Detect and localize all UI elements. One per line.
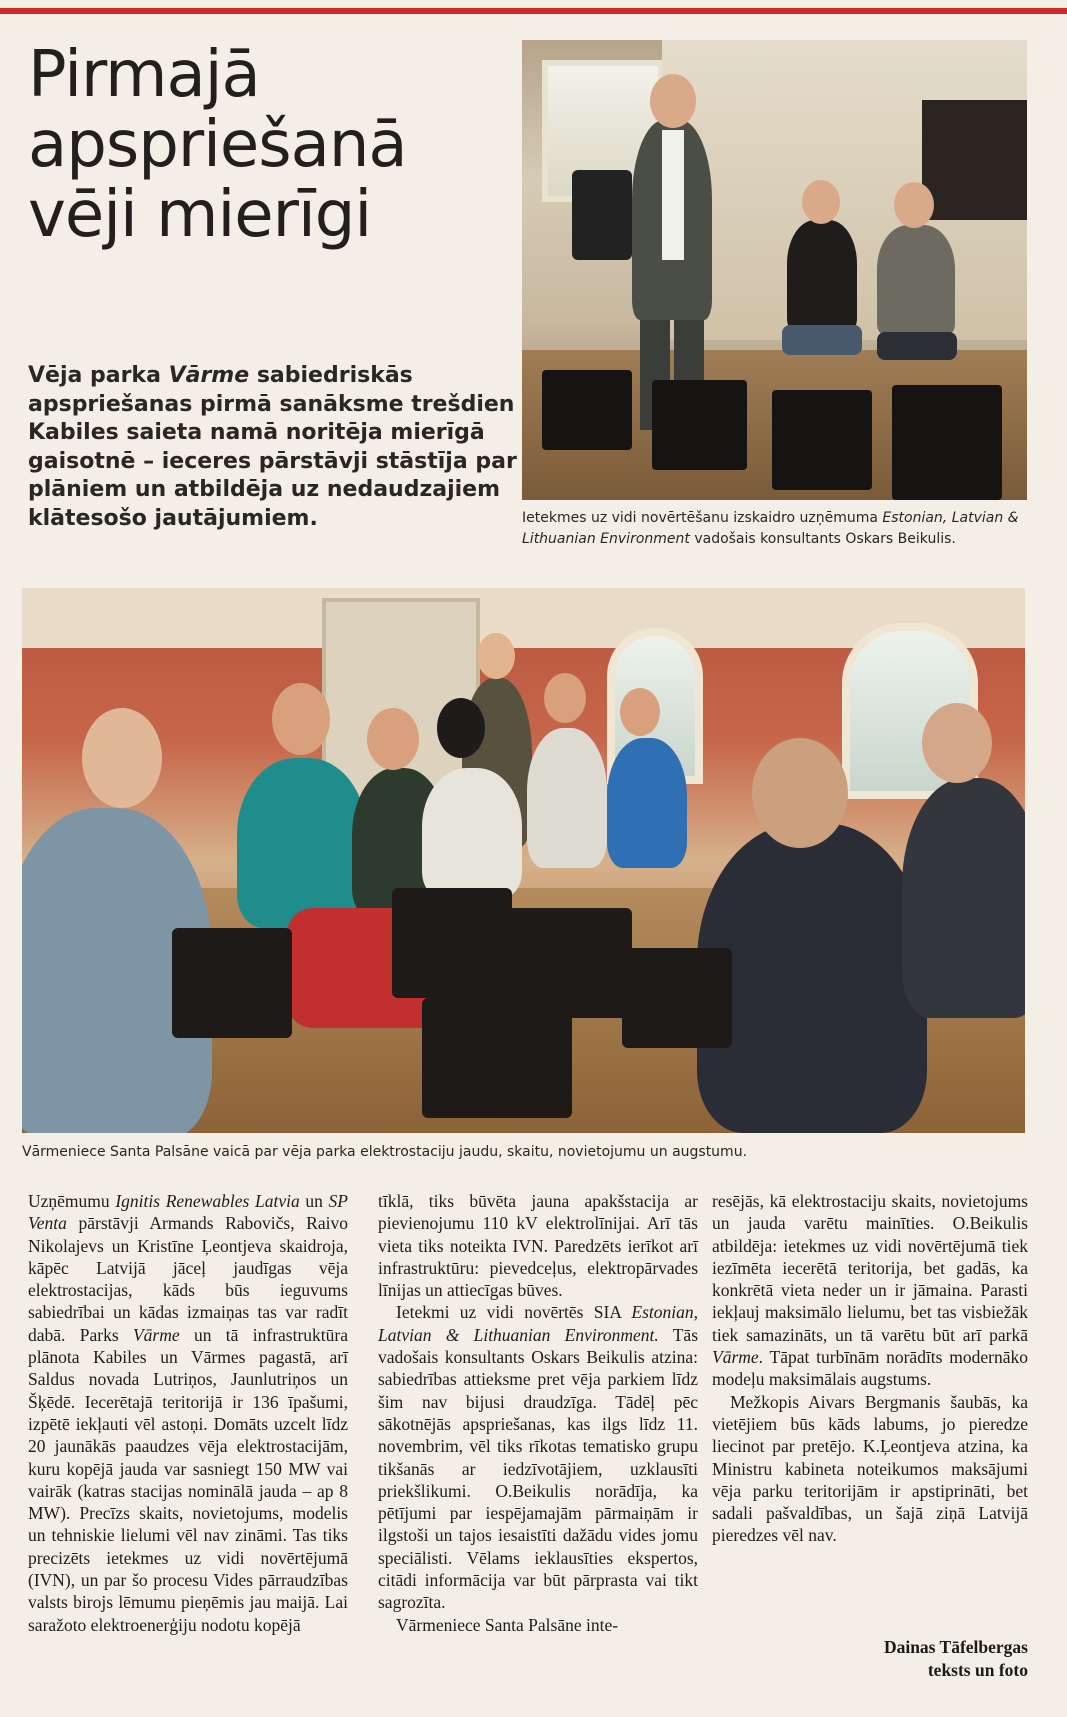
headline-line-3: vēji mierīgi xyxy=(28,178,372,252)
top-accent-rule xyxy=(0,8,1067,14)
photo-audience-caption: Vārmeniece Santa Palsāne vaicā par vēja parka elektrostaciju jaudu, skaitu, novietojumu un augstumu. xyxy=(22,1144,748,1160)
article-column-3 xyxy=(712,1190,1028,1547)
article-column-2 xyxy=(378,1190,698,1636)
article-paragraph: Uzņēmumu Ignitis Renewables Latvia un SP Venta pārstāvji Armands Rabovičs, Raivo Nikolajevs un Kristīne Ļeontjeva skaidroja, kāpēc Latvijā jāceļ jaudīgas vēja elektrostacijas, kāds būs ieguvums sabiedrībai un kādas izmaiņas tas var radīt dabā. Parks Vārme un tā infrastruktūra plānota Kabiles un Vārmes pagastā, arī Saldus novada Lutriņos, Jaunlutriņos un Šķēdē. Iecerētajā teritorijā ir 136 īpašumi, izpētē iekļauti vēl astoņi. Domāts uzcelt līdz 20 jaunākās paaudzes vēja elektrostacijām, kuru kopējā jauda var sasniegt 150 MW vai vairāk (katras stacijas nominālā jauda – ap 8 MW). Precīzs skaits, novietojums, modelis un tehniskie lielumi vēl nav zināmi. Tas tiks precizēts ietekmes uz vidi novērtējumā (IVN), un par šo procesu Vides pārraudzības valsts birojs lēmumu pieņēmis jau maijā. Lai saražoto elektroenerģiju nodotu kopējā xyxy=(28,1191,348,1635)
photo2-questioner xyxy=(237,758,367,928)
article-paragraph: Ietekmi uz vidi novērtēs SIA Estonian, Latvian & Lithuanian Environment. Tās vadošais konsultants Oskars Beikulis atzina: sabiedrības attieksme pret vēja parkiem līdz šim nav bijusi draudzīga. Tādēļ pēc sākotnējās apspriešanas, kas ilgs līdz 11. novembrim, vēl tiks rīkotas tematisko grupu tikšanās ar iedzīvotājiem, uzklausīti priekšlikumi. O.Beikulis norādīja, ka pētījumi par iespējamajām pārmaiņām ir ilgstoši un tajos iesaistīti dažādu vides jomu speciālisti. Vēlams ieklausīties ekspertos, citādi informācija var būt pārprasta vai tikt sagrozīta. xyxy=(378,1302,699,1613)
headline-line-1: Pirmajā xyxy=(28,38,260,112)
lead-paragraph: Vēja parka Vārme sabiedriskās apspriešanas pirmā sanāksme trešdien Kabiles saieta namā noritēja mierīgā gaisotnē – ieceres pārstāvji stāstīja par plāniem un atbildēja uz nedaudzajiem klātesošo jautājumiem. xyxy=(28,363,517,531)
photo-audience xyxy=(22,588,1025,1133)
headline xyxy=(28,40,498,250)
photo-speaker-caption: Ietekmes uz vidi novērtēšanu izskaidro uzņēmuma Estonian, Latvian & Lithuanian Environment vadošais konsultants Oskars Beikulis. xyxy=(522,510,1019,547)
headline-line-2: apspriešanā xyxy=(28,108,407,182)
article-paragraph: resējās, kā elektrostaciju skaits, novietojums un jauda varētu mainīties. O.Beikulis atbildēja: ietekmes uz vidi novērtējumā tiek iezīmēta iecerētā teritorija, bet gadās, ka konkrētā vieta neder un ir jāmaina. Parasti iekļauj maksimālo lielumu, bet tas visbiežāk tiek samazināts, un tā varētu būt arī parkā Vārme. Tāpat turbīnām norādīts modernāko modeļu maksimālais augstums. xyxy=(712,1191,1028,1390)
photo1-loudspeaker xyxy=(572,170,632,260)
author-byline: Dainas Tāfelbergas teksts un foto xyxy=(883,1637,1028,1680)
article-paragraph: Mežkopis Aivars Bergmanis šaubās, ka vietējiem būs kāds labums, jo pieredze liecinot par pretējo. K.Ļeontjeva atzina, ka Ministru kabineta noteikumos maksājumi vēja parku teritorijām ir apstiprināti, bet sadali pašvaldības, un šajā ziņā Latvijā pieredzes vēl nav. xyxy=(712,1391,1028,1546)
article-column-1 xyxy=(28,1190,348,1636)
photo-speaker xyxy=(522,40,1027,500)
lead-park-name: Vārme xyxy=(168,363,250,388)
article-paragraph: Vārmeniece Santa Palsāne inte- xyxy=(396,1614,619,1635)
article-paragraph: tīklā, tiks būvēta jauna apakšstacija ar pievienojumu 110 kV elektrolīnijai. Arī tās vieta tiks noteikta IVN. Paredzēts ierīkot arī infrastruktūru: pievedceļus, elektropārvades līnijas un attiecīgas būves. xyxy=(378,1191,698,1301)
